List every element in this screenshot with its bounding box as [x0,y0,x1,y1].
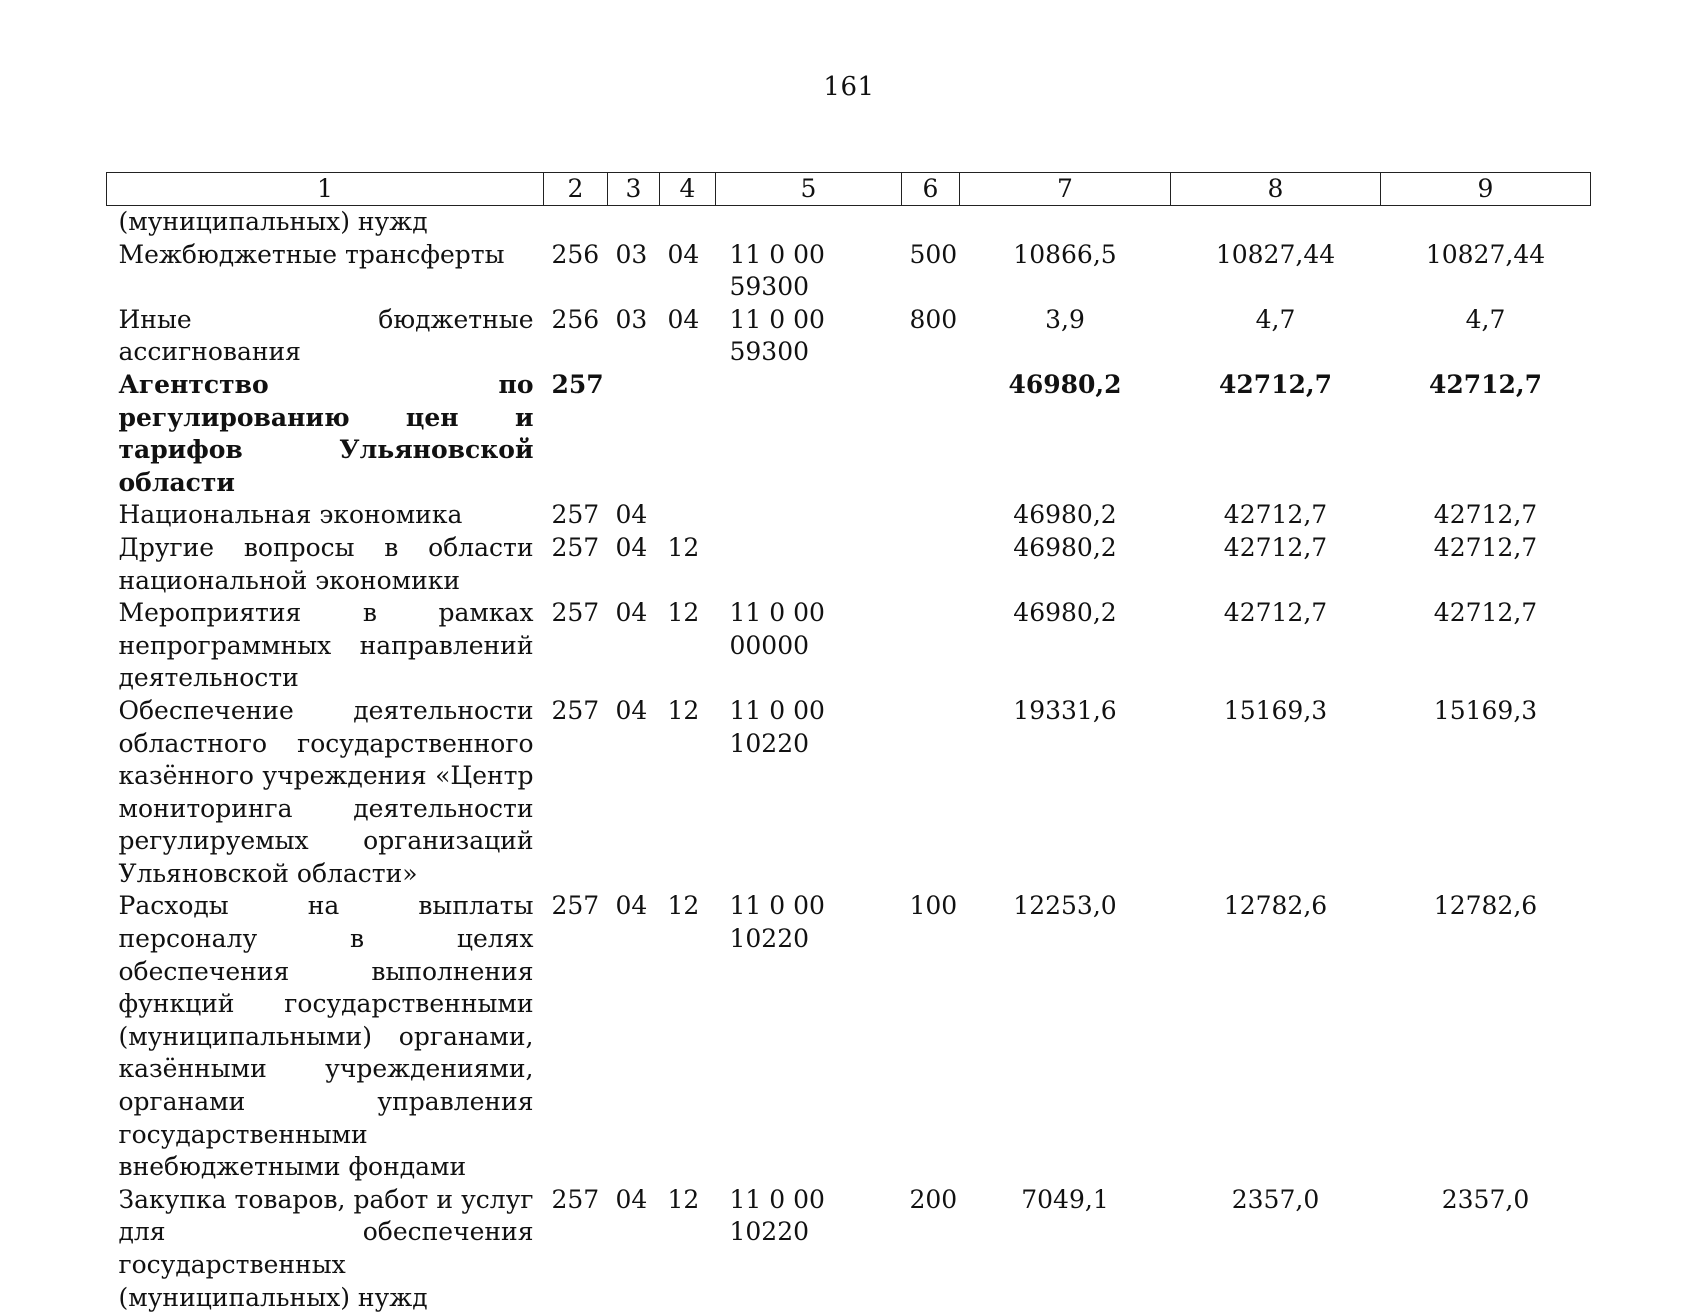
section-cell: 04 [608,597,660,695]
target-article-cell [716,532,902,597]
grbs-cell: 256 [544,239,608,304]
header-row [107,173,1591,206]
amount-col9-cell: 15169,3 [1381,695,1591,891]
target-article-cell: 11 0 00 00000 [716,597,902,695]
expense-name-cell: (муниципальных) нужд [107,206,544,239]
expense-name-cell: Агентство по регулированию цен и тарифов Ульяновской области [107,369,544,499]
amount-col8-cell: 42712,7 [1171,532,1381,597]
grbs-cell: 256 [544,304,608,369]
subsection-cell [660,499,716,532]
expense-type-cell: 100 [902,890,960,1183]
expense-name-cell: Межбюджетные трансферты [107,239,544,304]
expense-name-cell: Другие вопросы в области национальной экономики [107,532,544,597]
expense-name-cell: Иные бюджетные ассигнования [107,304,544,369]
expense-type-cell [902,695,960,891]
amount-col9-cell: 4,7 [1381,304,1591,369]
amount-col7-cell: 12253,0 [960,890,1171,1183]
subsection-cell: 12 [660,532,716,597]
amount-col7-cell: 10866,5 [960,239,1171,304]
section-cell [608,369,660,499]
amount-col9-cell: 10827,44 [1381,239,1591,304]
section-cell [608,206,660,239]
amount-col8-cell: 12782,6 [1171,890,1381,1183]
table-row [107,369,1591,499]
grbs-cell: 257 [544,369,608,499]
subsection-cell: 04 [660,304,716,369]
section-cell: 03 [608,239,660,304]
table-row [107,597,1591,695]
subsection-cell [660,206,716,239]
amount-col7-cell: 46980,2 [960,369,1171,499]
target-article-cell: 11 0 00 10220 [716,695,902,891]
table-row [107,206,1591,239]
section-cell: 04 [608,695,660,891]
column-header: 8 [1171,173,1381,206]
table-row [107,304,1591,369]
expense-type-cell: 800 [902,304,960,369]
column-header: 1 [107,173,544,206]
table-row [107,239,1591,304]
expense-type-cell: 200 [902,1184,960,1314]
expense-type-cell [902,206,960,239]
expense-type-cell [902,369,960,499]
amount-col7-cell: 7049,1 [960,1184,1171,1314]
table-row [107,890,1591,1183]
amount-col7-cell: 19331,6 [960,695,1171,891]
column-header: 4 [660,173,716,206]
amount-col7-cell: 46980,2 [960,532,1171,597]
target-article-cell [716,206,902,239]
table-header [107,173,1591,206]
grbs-cell [544,206,608,239]
expense-name-cell: Мероприятия в рамках непрограммных направлений деятельности [107,597,544,695]
subsection-cell [660,369,716,499]
grbs-cell: 257 [544,1184,608,1314]
amount-col8-cell: 2357,0 [1171,1184,1381,1314]
section-cell: 04 [608,1184,660,1314]
column-header: 3 [608,173,660,206]
amount-col9-cell: 42712,7 [1381,532,1591,597]
table-row [107,532,1591,597]
section-cell: 04 [608,532,660,597]
column-header: 6 [902,173,960,206]
expense-name-cell: Национальная экономика [107,499,544,532]
amount-col9-cell: 42712,7 [1381,597,1591,695]
target-article-cell: 11 0 00 59300 [716,304,902,369]
expense-name-cell: Закупка товаров, работ и услуг для обеспечения государственных (муниципальных) нужд [107,1184,544,1314]
table-row [107,1184,1591,1314]
column-header: 7 [960,173,1171,206]
budget-table [106,172,1591,1314]
target-article-cell: 11 0 00 59300 [716,239,902,304]
table-body [107,206,1591,1314]
amount-col8-cell: 42712,7 [1171,369,1381,499]
amount-col8-cell: 42712,7 [1171,499,1381,532]
table-row [107,695,1591,891]
amount-col9-cell: 2357,0 [1381,1184,1591,1314]
target-article-cell: 11 0 00 10220 [716,890,902,1183]
page-number: 161 [0,72,1698,102]
amount-col9-cell: 42712,7 [1381,499,1591,532]
expense-name-cell: Обеспечение деятельности областного государственного казённого учреждения «Центр мониторинга деятельности регулируемых организаций Ульяновской области» [107,695,544,891]
grbs-cell: 257 [544,499,608,532]
target-article-cell: 11 0 00 10220 [716,1184,902,1314]
expense-type-cell: 500 [902,239,960,304]
amount-col8-cell: 10827,44 [1171,239,1381,304]
section-cell: 04 [608,890,660,1183]
section-cell: 03 [608,304,660,369]
amount-col8-cell: 4,7 [1171,304,1381,369]
expense-type-cell [902,532,960,597]
amount-col9-cell: 42712,7 [1381,369,1591,499]
amount-col8-cell: 42712,7 [1171,597,1381,695]
amount-col8-cell: 15169,3 [1171,695,1381,891]
column-header: 9 [1381,173,1591,206]
amount-col8-cell [1171,206,1381,239]
table-row [107,499,1591,532]
amount-col9-cell: 12782,6 [1381,890,1591,1183]
expense-type-cell [902,597,960,695]
expense-name-cell: Расходы на выплаты персоналу в целях обеспечения выполнения функций государственными (муниципальными) органами, казёнными учреждениями, органами управления государственными внебюджетными фондами [107,890,544,1183]
amount-col7-cell: 46980,2 [960,499,1171,532]
target-article-cell [716,369,902,499]
amount-col7-cell: 3,9 [960,304,1171,369]
subsection-cell: 12 [660,890,716,1183]
amount-col7-cell: 46980,2 [960,597,1171,695]
subsection-cell: 12 [660,597,716,695]
section-cell: 04 [608,499,660,532]
grbs-cell: 257 [544,695,608,891]
amount-col7-cell [960,206,1171,239]
grbs-cell: 257 [544,890,608,1183]
column-header: 5 [716,173,902,206]
subsection-cell: 12 [660,1184,716,1314]
subsection-cell: 12 [660,695,716,891]
grbs-cell: 257 [544,532,608,597]
amount-col9-cell [1381,206,1591,239]
expense-type-cell [902,499,960,532]
subsection-cell: 04 [660,239,716,304]
grbs-cell: 257 [544,597,608,695]
column-header: 2 [544,173,608,206]
target-article-cell [716,499,902,532]
